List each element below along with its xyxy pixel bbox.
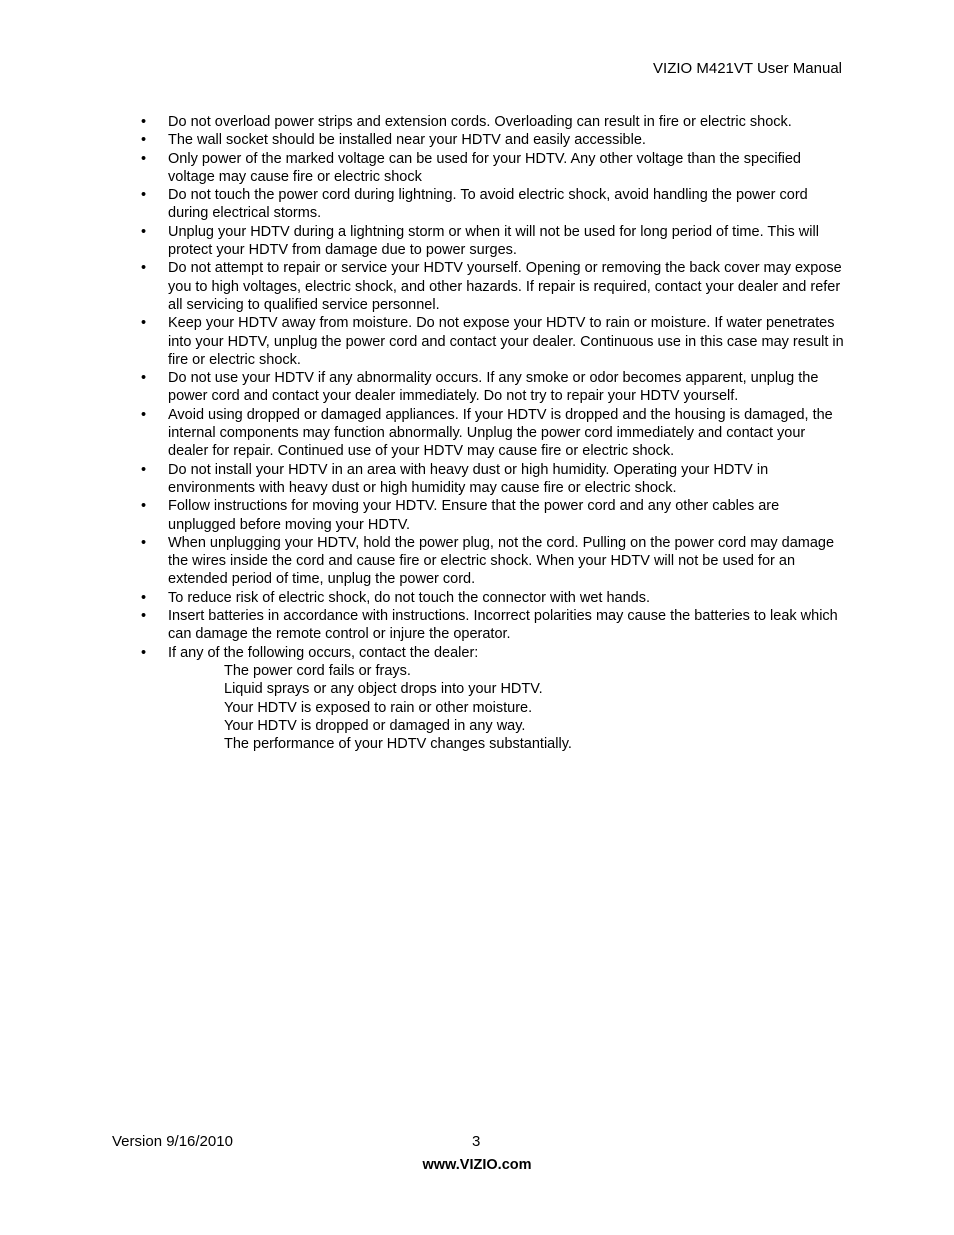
list-item-text: Do not attempt to repair or service your HDTV yourself. Opening or removing the back cover may expose you to high voltages, electric shock, and other hazards. If repair is required, contact your dealer and refer all servicing to qualified service personnel. xyxy=(168,260,842,313)
bullet-icon: • xyxy=(141,461,147,478)
list-item xyxy=(137,259,849,314)
list-item-text: Avoid using dropped or damaged appliances. If your HDTV is dropped and the housing is damaged, the internal components may function abnormally. Unplug the power cord immediately and contact your dealer for repair. Continued use of your HDTV may cause fire or electric shock. xyxy=(168,406,833,460)
list-item-text: Follow instructions for moving your HDTV. Ensure that the power cord and any other cables are unplugged before moving your HDTV. xyxy=(168,498,780,533)
list-item-text: When unplugging your HDTV, hold the power plug, not the cord. Pulling on the power cord may damage the wires inside the cord and cause fire or electric shock. When your HDTV will not be used for an extended period of time, unplug the power cord. xyxy=(168,534,835,588)
list-item-text: Insert batteries in accordance with instructions. Incorrect polarities may cause the batteries to leak which can damage the remote control or injure the operator. xyxy=(168,608,838,643)
list-item xyxy=(137,461,849,498)
bullet-list xyxy=(137,113,849,753)
list-item-text: Do not install your HDTV in an area with heavy dust or high humidity. Operating your HDTV in environments with heavy dust or high humidity may cause fire or electric shock. xyxy=(168,461,769,496)
bullet-icon: • xyxy=(141,187,147,204)
bullet-icon: • xyxy=(141,534,147,551)
list-item xyxy=(137,113,849,131)
sub-list-item: Your HDTV is dropped or damaged in any way. xyxy=(224,717,526,734)
list-item xyxy=(137,131,849,149)
list-item-text: Keep your HDTV away from moisture. Do not expose your HDTV to rain or moisture. If water penetrates into your HDTV, unplug the power cord and contact your dealer. Continuous use in this case may result in fire or electric shock. xyxy=(168,315,844,368)
list-item-text: Do not use your HDTV if any abnormality occurs. If any smoke or odor becomes apparent, unplug the power cord and contact your dealer immediately. Do not try to repair your HDTV yourself. xyxy=(168,370,819,405)
footer-url: www.VIZIO.com xyxy=(422,1157,532,1173)
list-item-text: Do not touch the power cord during lightning. To avoid electric shock, avoid handling the power cord during electrical storms. xyxy=(168,187,808,222)
list-item xyxy=(137,150,849,187)
list-item-text: The wall socket should be installed near your HDTV and easily accessible. xyxy=(168,132,646,149)
list-item xyxy=(137,497,849,534)
page-number: 3 xyxy=(472,1133,481,1150)
list-item-text: To reduce risk of electric shock, do not touch the connector with wet hands. xyxy=(168,589,650,606)
list-item xyxy=(137,186,849,223)
footer-version: Version 9/16/2010 xyxy=(112,1133,233,1150)
bullet-icon: • xyxy=(141,608,147,625)
bullet-icon: • xyxy=(141,315,147,332)
bullet-icon: • xyxy=(141,370,147,387)
sub-list-item: Your HDTV is exposed to rain or other moisture. xyxy=(224,699,533,716)
list-item xyxy=(137,406,849,461)
list-item xyxy=(137,534,849,589)
list-item xyxy=(137,607,849,644)
bullet-icon: • xyxy=(141,260,147,277)
list-item xyxy=(137,589,849,607)
safety-instructions xyxy=(137,113,849,753)
list-item-text: Unplug your HDTV during a lightning storm or when it will not be used for long period of time. This will protect your HDTV from damage due to power surges. xyxy=(168,223,819,259)
sub-list-item: The power cord fails or frays. xyxy=(224,662,411,679)
sub-list xyxy=(168,662,849,753)
bullet-icon: • xyxy=(141,498,147,515)
list-item xyxy=(137,314,849,369)
bullet-icon: • xyxy=(141,114,147,130)
list-item xyxy=(137,644,849,754)
list-item-text: Do not overload power strips and extension cords. Overloading can result in fire or electric shock. xyxy=(168,114,792,130)
list-item-text: If any of the following occurs, contact the dealer: xyxy=(168,644,479,661)
list-item xyxy=(137,369,849,406)
sub-list-item: The performance of your HDTV changes substantially. xyxy=(224,736,572,753)
bullet-icon: • xyxy=(141,644,147,661)
bullet-icon: • xyxy=(141,150,147,167)
bullet-icon: • xyxy=(141,406,147,423)
list-item-text: Only power of the marked voltage can be used for your HDTV. Any other voltage than the specified voltage may cause fire or electric shock xyxy=(168,150,801,185)
bullet-icon: • xyxy=(141,223,147,240)
list-item xyxy=(137,223,849,260)
sub-list-item: Liquid sprays or any object drops into your HDTV. xyxy=(224,681,543,698)
bullet-icon: • xyxy=(141,132,147,149)
running-header: VIZIO M421VT User Manual xyxy=(653,60,842,77)
bullet-icon: • xyxy=(141,589,147,606)
